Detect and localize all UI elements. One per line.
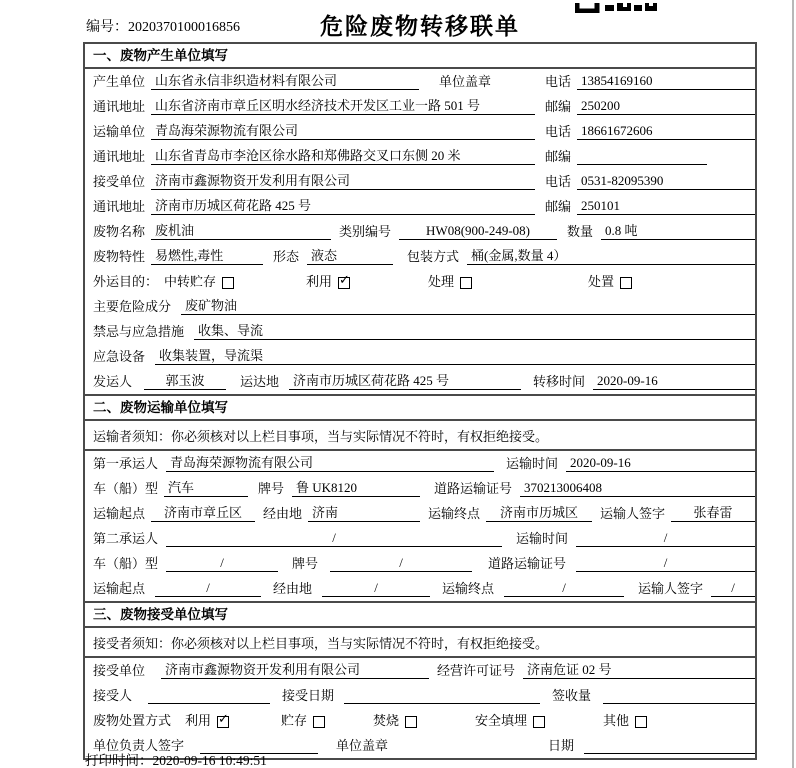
route1-sign-label: 运输人签字 [600, 506, 666, 521]
route1-end-label: 运输终点 [428, 506, 481, 521]
responsible-sign-label: 单位负责人签字 [93, 738, 185, 753]
checkbox-disposal-recycle-icon: ✓ [218, 712, 229, 727]
route2-start-label: 运输起点 [93, 581, 146, 596]
print-time [85, 749, 267, 768]
receiver-address-row [85, 194, 755, 219]
checkbox-disposal-landfill [475, 710, 603, 729]
checkbox-disposal-storage [281, 710, 373, 729]
transporter-phone-label: 电话 [545, 124, 572, 139]
vehicle2-plate-label: 牌号 [292, 556, 319, 571]
print-time-value: 2020-09-16 10:49:51 [152, 753, 267, 768]
checkbox-disposal-other-label: 其他 [603, 713, 630, 728]
disposal-method-row [85, 708, 755, 733]
route2-sign-label: 运输人签字 [638, 581, 704, 596]
vehicle2-license-value: / [576, 555, 755, 572]
vehicle1-license-value: 370213006408 [520, 480, 755, 497]
waste-name-value: 废机油 [151, 220, 331, 240]
accept-date-value [344, 688, 540, 704]
transfer-purpose-row [85, 269, 755, 294]
producer-address-row [85, 94, 755, 119]
checkbox-transfer-storage-label: 中转贮存 [164, 274, 217, 289]
receiver-notice: 接受者须知：你必须核对以上栏目事项，当与实际情况不符时，有权拒绝接受。 [85, 628, 755, 658]
waste-code-label: 类别编号 [339, 224, 392, 239]
waste-form-label: 形态 [273, 249, 300, 264]
vehicle2-row [85, 551, 755, 576]
checkbox-recycle-label: 利用 [306, 274, 333, 289]
transporter-address-label: 通讯地址 [93, 149, 146, 164]
emergency-equipment-value: 收集装置，导流渠 [155, 345, 755, 365]
transporter-row [85, 119, 755, 144]
hazard-component-label: 主要危险成分 [93, 299, 172, 314]
accept-person-label: 接受人 [93, 688, 133, 703]
vehicle1-plate-label: 牌号 [258, 481, 285, 496]
accept-date-label: 接受日期 [282, 688, 335, 703]
first-carrier-value: 青岛海荣源物流有限公司 [166, 452, 494, 472]
receiver-zip-label: 邮编 [545, 199, 572, 214]
destination-label: 运达地 [240, 374, 280, 389]
second-carrier-label: 第二承运人 [93, 531, 159, 546]
producer-address-value: 山东省济南市章丘区明水经济技术开发区工业一路 501 号 [151, 95, 535, 115]
first-carrier-label: 第一承运人 [93, 456, 159, 471]
hazard-component-row [85, 294, 755, 319]
vehicle2-license-label: 道路运输证号 [488, 556, 567, 571]
checkbox-disposal [588, 271, 632, 290]
checkbox-disposal-storage-label: 贮存 [281, 713, 308, 728]
page-edge-divider [792, 0, 794, 768]
producer-address-label: 通讯地址 [93, 99, 146, 114]
waste-character-row [85, 244, 755, 269]
operating-license-label: 经营许可证号 [437, 663, 516, 678]
checkbox-recycle [306, 271, 428, 290]
route2-via-value: / [322, 580, 430, 597]
emergency-measures-value: 收集、导流 [194, 320, 755, 340]
print-time-label: 打印时间： [85, 753, 153, 768]
unit-seal-label: 单位盖章 [336, 738, 389, 753]
transport-time2-value: / [576, 530, 755, 547]
producer-seal-label: 单位盖章 [439, 74, 492, 89]
sign-date-value [584, 738, 755, 754]
hazard-component-value: 废矿物油 [181, 295, 755, 315]
section-receiver [85, 601, 755, 758]
emergency-equipment-label: 应急设备 [93, 349, 146, 364]
accept-qty-value [603, 688, 755, 704]
receiver-zip-value: 250101 [577, 198, 755, 215]
transporter-zip-value [577, 149, 707, 165]
transport-time1-label: 运输时间 [506, 456, 559, 471]
checkbox-recycle-icon: ✓ [339, 273, 350, 288]
section2-title: 二、废物运输单位填写 [85, 396, 755, 421]
route1-via-value: 济南 [308, 502, 420, 522]
receiver-row [85, 169, 755, 194]
vehicle1-license-label: 道路运输证号 [434, 481, 513, 496]
emergency-measures-row [85, 319, 755, 344]
document-header [0, 6, 796, 40]
transport-notice: 运输者须知：你必须核对以上栏目事项，当与实际情况不符时，有权拒绝接受。 [85, 421, 755, 451]
route2-via-label: 经由地 [273, 581, 313, 596]
route1-via-label: 经由地 [263, 506, 303, 521]
waste-qty-value: 0.8 吨 [601, 220, 755, 240]
receiver-address-label: 通讯地址 [93, 199, 146, 214]
checkbox-disposal-landfill-icon [533, 716, 545, 728]
route2-end-value: / [504, 580, 624, 597]
waste-name-row [85, 219, 755, 244]
receiver-address-value: 济南市历城区荷花路 425 号 [151, 195, 535, 215]
route1-sign-value: 张春雷 [671, 502, 755, 522]
checkbox-treatment [428, 271, 588, 290]
accept-unit-value: 济南市鑫源物资开发利用有限公司 [161, 659, 429, 679]
route2-row [85, 576, 755, 601]
transfer-time-label: 转移时间 [533, 374, 586, 389]
waste-qty-label: 数量 [567, 224, 594, 239]
checkbox-disposal-recycle [185, 710, 281, 729]
transport-time2-label: 运输时间 [516, 531, 569, 546]
dispatch-row [85, 369, 755, 394]
checkbox-disposal-recycle-label: 利用 [185, 713, 212, 728]
receiver-phone-value: 0531-82095390 [577, 173, 755, 190]
transporter-value: 青岛海荣源物流有限公司 [151, 120, 535, 140]
dispatcher-value: 郭玉波 [144, 370, 226, 390]
checkbox-transfer-storage-icon [222, 277, 234, 289]
manifest-form [83, 42, 757, 760]
document-number-label: 编号： [86, 20, 128, 35]
route2-end-label: 运输终点 [442, 581, 495, 596]
producer-phone-label: 电话 [545, 74, 572, 89]
section1-title: 一、废物产生单位填写 [85, 44, 755, 69]
sign-date-label: 日期 [548, 738, 575, 753]
waste-pack-label: 包装方式 [407, 249, 460, 264]
checkbox-disposal-icon [620, 277, 632, 289]
section3-title: 三、废物接受单位填写 [85, 603, 755, 628]
transfer-purpose-label: 外运目的： [93, 274, 159, 289]
transporter-address-row [85, 144, 755, 169]
operating-license-value: 济南危证 02 号 [523, 659, 755, 679]
receiver-phone-label: 电话 [545, 174, 572, 189]
waste-pack-value: 桶(金属,数量 4） [467, 245, 755, 265]
checkbox-disposal-incinerate-icon [405, 716, 417, 728]
disposal-method-label: 废物处置方式 [93, 713, 172, 728]
document-number-value: 2020370100016856 [128, 20, 240, 35]
destination-value: 济南市历城区荷花路 425 号 [289, 370, 521, 390]
accept-unit-row [85, 658, 755, 683]
route1-row [85, 501, 755, 526]
vehicle1-row [85, 476, 755, 501]
accept-person-row [85, 683, 755, 708]
transporter-zip-label: 邮编 [545, 149, 572, 164]
producer-phone-value: 13854169160 [577, 73, 755, 90]
transporter-label: 运输单位 [93, 124, 146, 139]
transporter-address-value: 山东省青岛市李沧区徐水路和郑佛路交叉口东侧 20 米 [151, 145, 535, 165]
checkbox-treatment-icon [460, 277, 472, 289]
route2-sign-value: / [711, 580, 755, 597]
vehicle2-type-label: 车（船）型 [93, 556, 159, 571]
producer-label: 产生单位 [93, 74, 146, 89]
second-carrier-row [85, 526, 755, 551]
route1-start-label: 运输起点 [93, 506, 146, 521]
producer-value: 山东省永信非织造材料有限公司 [151, 70, 419, 90]
checkbox-disposal-other-icon [635, 716, 647, 728]
transport-time1-value: 2020-09-16 [566, 455, 755, 472]
transfer-time-value: 2020-09-16 [593, 373, 755, 390]
checkbox-disposal-incinerate-label: 焚烧 [373, 713, 400, 728]
waste-character-value: 易燃性,毒性 [151, 245, 263, 265]
accept-qty-label: 签收量 [552, 688, 592, 703]
transporter-phone-value: 18661672606 [577, 123, 755, 140]
section-producer [85, 44, 755, 394]
vehicle1-plate-value: 鲁 UK8120 [292, 477, 420, 497]
waste-name-label: 废物名称 [93, 224, 146, 239]
route1-end-value: 济南市历城区 [486, 502, 592, 522]
accept-unit-label: 接受单位 [93, 663, 146, 678]
page-title: 危险废物转移联单 [320, 13, 520, 39]
checkbox-disposal-landfill-label: 安全填埋 [475, 713, 528, 728]
emergency-equipment-row [85, 344, 755, 369]
emergency-measures-label: 禁忌与应急措施 [93, 324, 185, 339]
receiver-label: 接受单位 [93, 174, 146, 189]
vehicle2-type-value: / [166, 555, 278, 572]
vehicle2-plate-value: / [330, 555, 472, 572]
checkbox-disposal-other [603, 710, 647, 729]
accept-person-value [148, 688, 270, 704]
receiver-value: 济南市鑫源物资开发利用有限公司 [151, 170, 535, 190]
route1-start-value: 济南市章丘区 [151, 502, 255, 522]
waste-form-value: 液态 [307, 245, 393, 265]
producer-zip-label: 邮编 [545, 99, 572, 114]
vehicle1-type-label: 车（船）型 [93, 481, 159, 496]
checkbox-treatment-label: 处理 [428, 274, 455, 289]
route2-start-value: / [155, 580, 261, 597]
vehicle1-type-value: 汽车 [164, 477, 248, 497]
producer-row [85, 69, 755, 94]
first-carrier-row [85, 451, 755, 476]
second-carrier-value: / [166, 530, 502, 547]
dispatcher-label: 发运人 [93, 374, 133, 389]
checkbox-disposal-label: 处置 [588, 274, 615, 289]
waste-code-value: HW08(900-249-08) [399, 223, 557, 240]
producer-zip-value: 250200 [577, 98, 755, 115]
checkbox-disposal-storage-icon [313, 716, 325, 728]
checkbox-disposal-incinerate [373, 710, 475, 729]
section-transport [85, 394, 755, 601]
waste-character-label: 废物特性 [93, 249, 146, 264]
checkbox-transfer-storage [158, 271, 306, 290]
